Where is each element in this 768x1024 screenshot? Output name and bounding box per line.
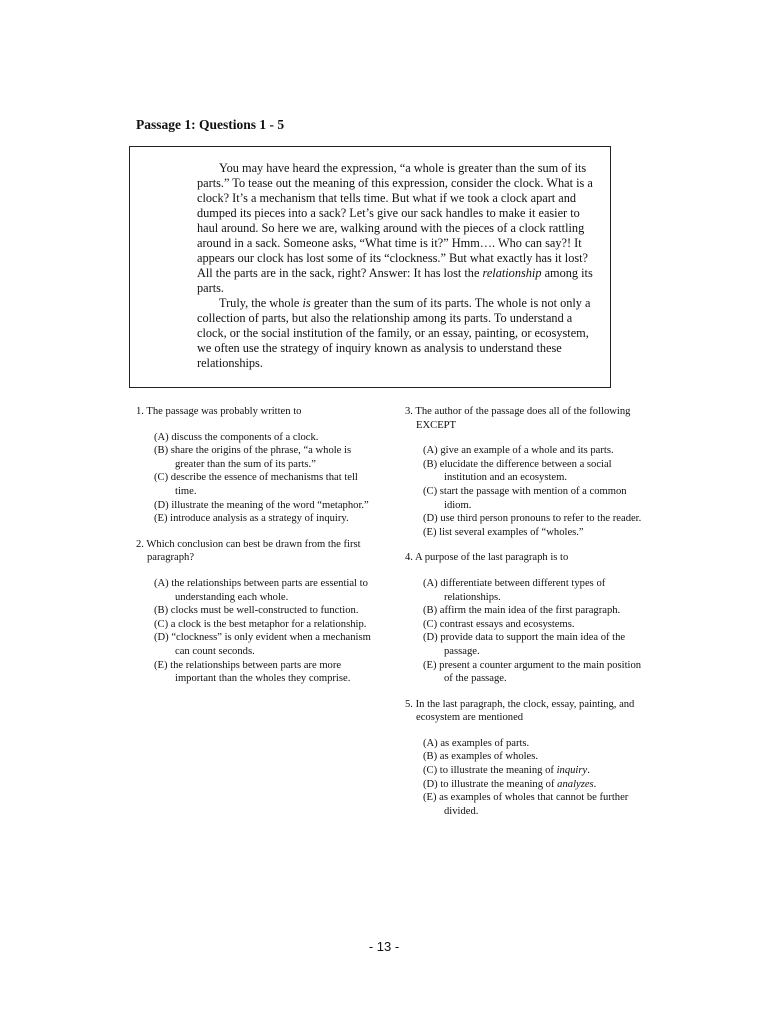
question-stem: 4. A purpose of the last paragraph is to	[405, 552, 569, 564]
passage-p1-text: You may have heard the expression, “a whole is greater than the sum of its parts.” To tease out the meaning of this expression, consider the clock. What is a clock? It’s a mechanism that tells time. But what if we took a clock apart and dumped its pieces into a sack? Let’s give our sack handles to make it easier to haul around. So here we are, walking around with the pieces of a clock rattling around in a sack. Someone asks, “What time is it?” Hmm…. Who can say?! It appears our clock has lost some of its “clockness.” But what exactly has it lost? All the parts are in the sack, right? Answer: It has lost the	[197, 161, 593, 280]
passage-p2-text: Truly, the whole	[219, 296, 300, 310]
answer-choice: (A) give an example of a whole and its parts.	[423, 445, 614, 457]
answer-choice: (E) list several examples of “wholes.”	[423, 526, 584, 538]
answer-choice: (C) to illustrate the meaning of inquiry.	[423, 765, 590, 777]
answer-choices	[423, 444, 645, 539]
page-number: - 13 -	[368, 939, 400, 954]
passage-p1-emphasis: relationship	[482, 266, 542, 280]
question-stem: 5. In the last paragraph, the clock, essay, painting, and ecosystem are mentioned	[405, 698, 635, 724]
answer-choice: (B) as examples of wholes.	[423, 751, 539, 763]
answer-choice: (E) as examples of wholes that cannot be further divided.	[423, 792, 629, 817]
answer-choice: (C) describe the essence of mechanisms that tell time.	[154, 472, 358, 497]
answer-choice: (C) contrast essays and ecosystems.	[423, 618, 575, 630]
answer-choice: (B) affirm the main idea of the first paragraph.	[423, 605, 621, 617]
answer-choices	[154, 431, 376, 526]
answer-choice-text: (C) to illustrate the meaning of	[423, 765, 554, 777]
answer-choices	[423, 577, 645, 686]
answer-choice: (D) “clockness” is only evident when a mechanism can count seconds.	[154, 632, 371, 657]
passage-p2-tail: greater than the sum of its parts. The whole is not only a collection of parts, but also the relationship among its parts. To understand a clock, or the social institution of the family, or an essay, painting, or ecosystem, we often use the strategy of inquiry known as analysis to understand these relationships.	[197, 296, 591, 370]
answer-choice: (A) differentiate between different types of relationships.	[423, 577, 606, 603]
questions-left-column	[136, 405, 376, 698]
answer-choice: (D) provide data to support the main idea of the passage.	[423, 632, 626, 657]
question-2	[136, 538, 376, 686]
question-4	[405, 551, 645, 685]
passage-title: Passage 1: Questions 1 - 5	[136, 117, 285, 132]
answer-choices	[154, 577, 376, 686]
answer-choice-emphasis: analyzes	[557, 778, 594, 790]
answer-choices	[423, 737, 645, 819]
answer-choice: (A) the relationships between parts are essential to understanding each whole.	[154, 577, 368, 603]
answer-choice: (C) start the passage with mention of a common idiom.	[423, 485, 627, 511]
answer-choice: (D) use third person pronouns to refer to the reader.	[423, 513, 642, 525]
answer-choice: (E) the relationships between parts are more important than the wholes they comprise.	[154, 659, 351, 685]
question-5	[405, 698, 645, 819]
answer-choice: (B) share the origins of the phrase, “a whole is greater than the sum of its parts.”	[154, 445, 352, 470]
passage-p2-emphasis: is	[302, 296, 311, 310]
passage-paragraph-2	[197, 296, 597, 371]
answer-choice-text: (D) to illustrate the meaning of	[423, 778, 555, 790]
answer-choice: (D) illustrate the meaning of the word “metaphor.”	[154, 499, 369, 511]
questions-right-column	[405, 405, 645, 830]
answer-choice: (E) present a counter argument to the main position of the passage.	[423, 659, 642, 685]
answer-choice: (B) elucidate the difference between a social institution and an ecosystem.	[423, 458, 612, 484]
answer-choice: (D) to illustrate the meaning of analyzes.	[423, 778, 597, 790]
passage-paragraph-1	[197, 161, 597, 296]
question-1	[136, 405, 376, 526]
passage-p1-tail: among its parts.	[197, 266, 593, 295]
passage-text	[197, 161, 597, 371]
answer-choice-emphasis: inquiry	[556, 765, 588, 777]
question-stem: 2. Which conclusion can best be drawn from the first paragraph?	[136, 538, 361, 564]
answer-choice: (C) a clock is the best metaphor for a relationship.	[154, 618, 367, 630]
answer-choice: (E) introduce analysis as a strategy of inquiry.	[154, 513, 349, 525]
question-3	[405, 405, 645, 539]
answer-choice: (A) as examples of parts.	[423, 737, 530, 749]
answer-choice: (B) clocks must be well-constructed to function.	[154, 605, 359, 617]
question-stem: 3. The author of the passage does all of the following EXCEPT	[405, 406, 631, 431]
question-stem: 1. The passage was probably written to	[136, 406, 302, 417]
answer-choice: (A) discuss the components of a clock.	[154, 431, 319, 443]
